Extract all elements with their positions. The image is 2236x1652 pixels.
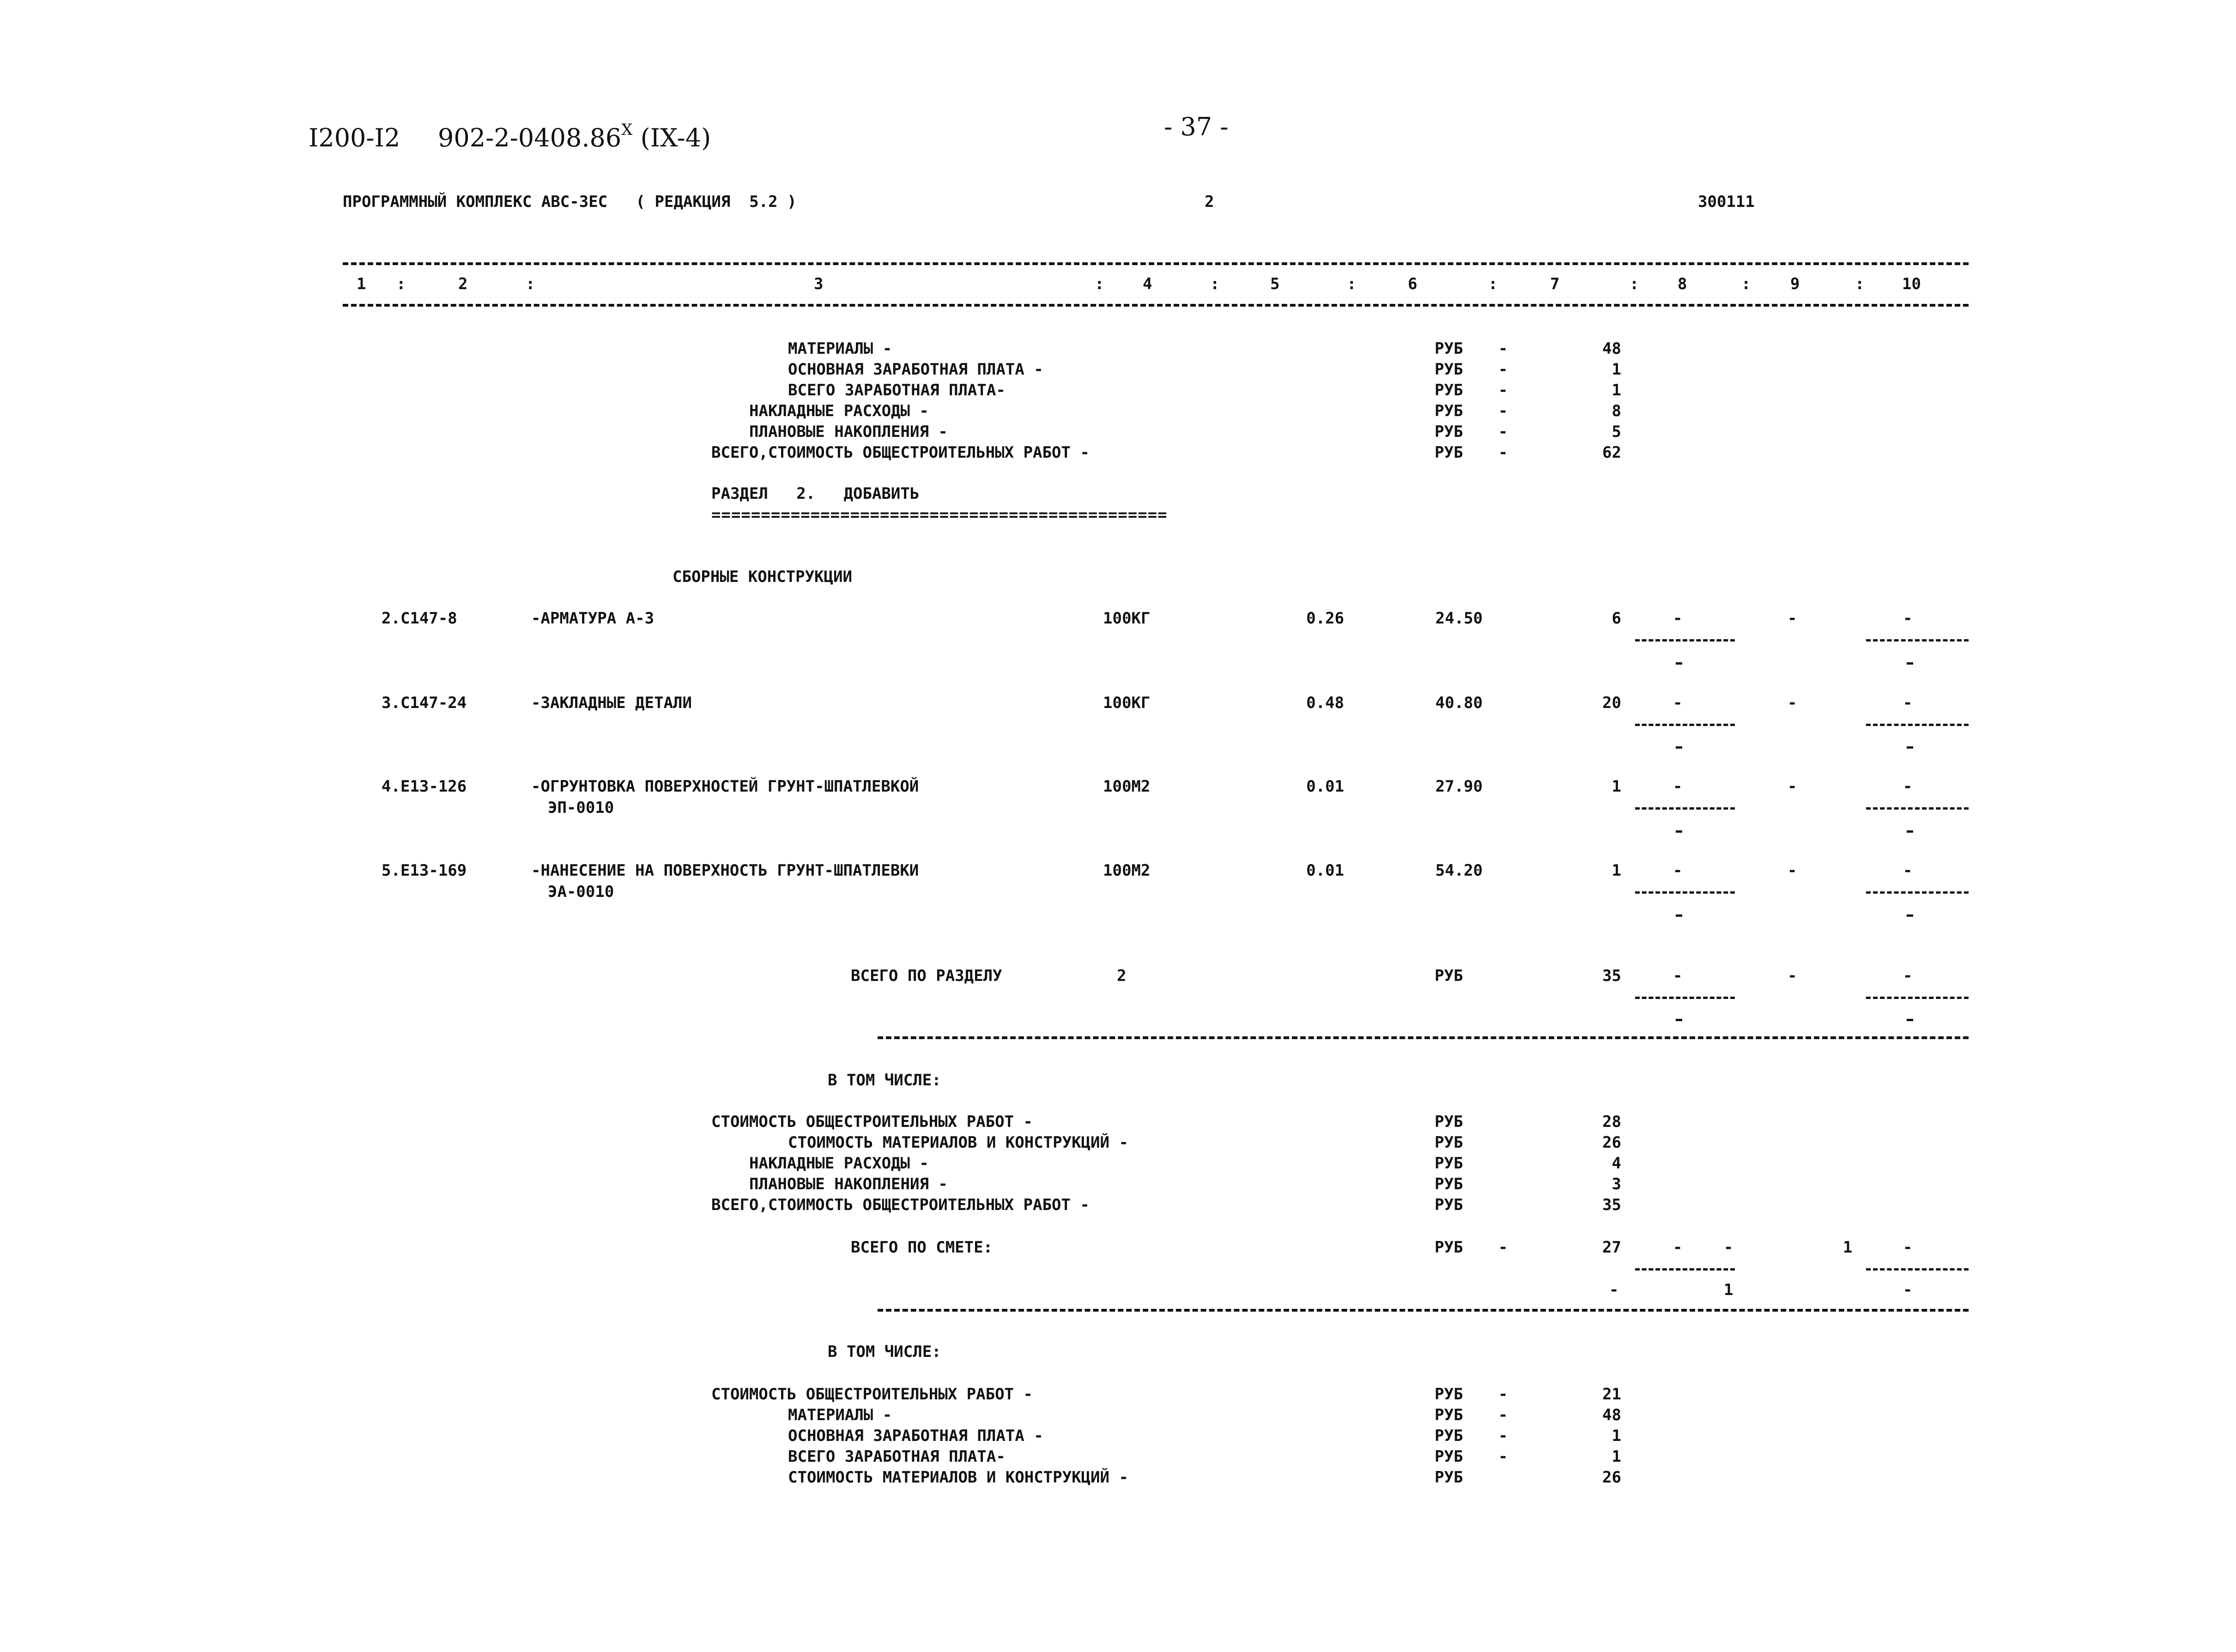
summary-label: ВСЕГО ЗАРАБОТНАЯ ПЛАТА- — [788, 381, 1006, 399]
estimate-breakdown-value: 1 — [1612, 1427, 1621, 1445]
summary-label: ВСЕГО,СТОИМОСТЬ ОБЩЕСТРОИТЕЛЬНЫХ РАБОТ - — [711, 443, 1090, 462]
breakdown-label: ВСЕГО,СТОИМОСТЬ ОБЩЕСТРОИТЕЛЬНЫХ РАБОТ - — [711, 1196, 1090, 1214]
item-unit: 100КГ — [1103, 694, 1151, 712]
header-rule-bottom — [343, 304, 1969, 307]
col-sep: : — [1347, 275, 1357, 293]
summary-value: 5 — [1612, 423, 1621, 441]
section-total-unit: РУБ — [1435, 967, 1463, 985]
item-col8: - — [1673, 694, 1683, 712]
estimate-total-col10: - — [1903, 1238, 1913, 1257]
col-sep: : — [526, 275, 535, 293]
summary-value: 1 — [1612, 360, 1621, 379]
item-col8-rule — [1635, 724, 1735, 726]
estimate-breakdown-label: СТОИМОСТЬ ОБЩЕСТРОИТЕЛЬНЫХ РАБОТ - — [711, 1385, 1033, 1404]
estimate-total-col10-rule — [1866, 1268, 1969, 1271]
col-4: 4 — [1143, 275, 1152, 293]
item-qty: 0.01 — [1306, 861, 1344, 880]
estimate-breakdown-value: 26 — [1602, 1468, 1621, 1487]
estimate-total-dash: - — [1498, 1238, 1508, 1257]
col-sep: : — [1095, 275, 1104, 293]
summary-value: 8 — [1612, 402, 1621, 420]
section-total-col8-sub — [1676, 1019, 1682, 1021]
item-code: 3.С147-24 — [382, 694, 467, 712]
estimate-breakdown-dash: - — [1498, 1427, 1508, 1445]
breakdown-unit: РУБ — [1435, 1175, 1463, 1193]
item-code: 5.Е13-169 — [382, 861, 467, 880]
item-name: -НАНЕСЕНИЕ НА ПОВЕРХНОСТЬ ГРУНТ-ШПАТЛЕВКИ — [531, 861, 919, 880]
col-sep: : — [1488, 275, 1498, 293]
summary-unit: РУБ — [1435, 402, 1463, 420]
estimate-breakdown-label: ВСЕГО ЗАРАБОТНАЯ ПЛАТА- — [788, 1447, 1006, 1466]
estimate-total-col8b: - — [1724, 1238, 1733, 1257]
page-number: - 37 - — [1164, 112, 1229, 141]
section-total-col10-rule — [1866, 997, 1969, 999]
header-rule-top — [343, 262, 1969, 265]
item-unit: 100М2 — [1103, 861, 1151, 880]
section-total-col9: - — [1788, 967, 1797, 985]
item-qty: 0.01 — [1306, 777, 1344, 796]
project-code-suffix: (IX-4) — [632, 123, 711, 152]
col-6: 6 — [1408, 275, 1418, 293]
item-col10: - — [1903, 777, 1913, 796]
item-col9: - — [1788, 777, 1797, 796]
item-col10-sub — [1907, 830, 1913, 833]
breakdown-unit: РУБ — [1435, 1113, 1463, 1131]
breakdown-label: СТОИМОСТЬ ОБЩЕСТРОИТЕЛЬНЫХ РАБОТ - — [711, 1113, 1033, 1131]
item-name: -ЗАКЛАДНЫЕ ДЕТАЛИ — [531, 694, 692, 712]
item-col8: - — [1673, 609, 1683, 628]
item-col10-rule — [1866, 891, 1969, 894]
section-total-number: 2 — [1117, 967, 1127, 985]
estimate-breakdown-dash: - — [1498, 1406, 1508, 1424]
estimate-breakdown-unit: РУБ — [1435, 1468, 1463, 1487]
item-price: 27.90 — [1435, 777, 1483, 796]
estimate-total-col8a: - — [1673, 1238, 1683, 1257]
breakdown-value: 26 — [1602, 1133, 1621, 1152]
including-label: В ТОМ ЧИСЛЕ: — [828, 1071, 941, 1089]
breakdown-value: 28 — [1602, 1113, 1621, 1131]
item-qty: 0.48 — [1306, 694, 1344, 712]
estimate-breakdown-unit: РУБ — [1435, 1447, 1463, 1466]
col-sep: : — [396, 275, 406, 293]
group-title: СБОРНЫЕ КОНСТРУКЦИИ — [673, 568, 852, 586]
estimate-total-value: 27 — [1602, 1238, 1621, 1257]
section-total-value: 35 — [1602, 967, 1621, 985]
item-price: 24.50 — [1435, 609, 1483, 628]
summary-dash: - — [1498, 360, 1508, 379]
estimate-breakdown-label: СТОИМОСТЬ МАТЕРИАЛОВ И КОНСТРУКЦИЙ - — [788, 1468, 1128, 1487]
estimate-breakdown-dash: - — [1498, 1385, 1508, 1404]
summary-value: 1 — [1612, 381, 1621, 399]
col-2: 2 — [458, 275, 468, 293]
breakdown-unit: РУБ — [1435, 1154, 1463, 1173]
estimate-total-sub-b: 1 — [1724, 1281, 1733, 1299]
item-name-line2: ЭА-0010 — [548, 883, 614, 901]
summary-dash: - — [1498, 423, 1508, 441]
summary-label: ПЛАНОВЫЕ НАКОПЛЕНИЯ - — [749, 423, 948, 441]
item-col8: - — [1673, 861, 1683, 880]
item-price: 40.80 — [1435, 694, 1483, 712]
item-name: -ОГРУНТОВКА ПОВЕРХНОСТЕЙ ГРУНТ-ШПАТЛЕВКОЙ — [531, 777, 919, 796]
item-col10-sub — [1907, 746, 1913, 749]
summary-unit: РУБ — [1435, 381, 1463, 399]
estimate-total-col8-rule — [1635, 1268, 1735, 1271]
summary-dash: - — [1498, 443, 1508, 462]
section-total-rule — [878, 1036, 1969, 1039]
section-underline: ============================================== — [711, 506, 1168, 524]
item-col9: - — [1788, 609, 1797, 628]
breakdown-value: 35 — [1602, 1196, 1621, 1214]
breakdown-label: ПЛАНОВЫЕ НАКОПЛЕНИЯ - — [749, 1175, 948, 1193]
summary-unit: РУБ — [1435, 360, 1463, 379]
col-sep: : — [1210, 275, 1220, 293]
doc-code: I200-I2 — [309, 123, 400, 152]
item-col10: - — [1903, 861, 1913, 880]
item-col9: - — [1788, 861, 1797, 880]
program-code: 300111 — [1698, 193, 1755, 211]
project-code-sup: X — [621, 121, 633, 139]
section-total-col8-rule — [1635, 997, 1735, 999]
estimate-total-unit: РУБ — [1435, 1238, 1463, 1257]
item-col10-rule — [1866, 807, 1969, 810]
item-col8-sub — [1676, 746, 1682, 749]
item-col10-rule — [1866, 724, 1969, 726]
estimate-total-rule — [878, 1309, 1969, 1312]
item-name: -АРМАТУРА А-3 — [531, 609, 654, 628]
item-price: 54.20 — [1435, 861, 1483, 880]
project-code — [438, 121, 711, 152]
summary-value: 62 — [1602, 443, 1621, 462]
col-sep: : — [1630, 275, 1639, 293]
item-code: 2.С147-8 — [382, 609, 457, 628]
item-col10-sub — [1907, 662, 1913, 665]
estimate-breakdown-unit: РУБ — [1435, 1427, 1463, 1445]
breakdown-label: НАКЛАДНЫЕ РАСХОДЫ - — [749, 1154, 929, 1173]
program-title: ПРОГРАММНЫЙ КОМПЛЕКС АВС-ЗЕС ( РЕДАКЦИЯ 5.2 ) — [343, 193, 797, 211]
item-col8-rule — [1635, 639, 1735, 641]
section-total-col10-sub — [1907, 1019, 1913, 1021]
summary-dash: - — [1498, 339, 1508, 358]
section-total-col10: - — [1903, 967, 1913, 985]
col-1: 1 — [357, 275, 366, 293]
col-9: 9 — [1790, 275, 1800, 293]
section-total-label: ВСЕГО ПО РАЗДЕЛУ — [851, 967, 1002, 985]
breakdown-unit: РУБ — [1435, 1196, 1463, 1214]
item-name-line2: ЭП-0010 — [548, 799, 614, 817]
section-title: РАЗДЕЛ 2. ДОБАВИТЬ — [711, 484, 920, 503]
item-col9: - — [1788, 694, 1797, 712]
breakdown-label: СТОИМОСТЬ МАТЕРИАЛОВ И КОНСТРУКЦИЙ - — [788, 1133, 1128, 1152]
item-total: 6 — [1612, 609, 1621, 628]
estimate-total-sub-c: - — [1903, 1281, 1913, 1299]
item-unit: 100М2 — [1103, 777, 1151, 796]
summary-label: ОСНОВНАЯ ЗАРАБОТНАЯ ПЛАТА - — [788, 360, 1043, 379]
item-code: 4.Е13-126 — [382, 777, 467, 796]
estimate-total-col9: 1 — [1843, 1238, 1853, 1257]
col-3: 3 — [814, 275, 824, 293]
estimate-total-sub-a: - — [1609, 1281, 1619, 1299]
item-col8-rule — [1635, 807, 1735, 810]
summary-unit: РУБ — [1435, 443, 1463, 462]
item-col8-sub — [1676, 914, 1682, 917]
col-sep: : — [1741, 275, 1751, 293]
summary-dash: - — [1498, 402, 1508, 420]
item-col8: - — [1673, 777, 1683, 796]
estimate-breakdown-label: ОСНОВНАЯ ЗАРАБОТНАЯ ПЛАТА - — [788, 1427, 1043, 1445]
estimate-breakdown-unit: РУБ — [1435, 1385, 1463, 1404]
summary-value: 48 — [1602, 339, 1621, 358]
estimate-breakdown-value: 21 — [1602, 1385, 1621, 1404]
item-col10: - — [1903, 694, 1913, 712]
summary-unit: РУБ — [1435, 339, 1463, 358]
project-code-main: 902-2-0408.86 — [438, 123, 622, 152]
item-unit: 100КГ — [1103, 609, 1151, 628]
item-col10-rule — [1866, 639, 1969, 641]
item-col8-sub — [1676, 830, 1682, 833]
estimate-breakdown-unit: РУБ — [1435, 1406, 1463, 1424]
item-total: 20 — [1602, 694, 1621, 712]
col-10: 10 — [1902, 275, 1921, 293]
breakdown-value: 4 — [1612, 1154, 1621, 1173]
estimate-breakdown-value: 48 — [1602, 1406, 1621, 1424]
summary-unit: РУБ — [1435, 423, 1463, 441]
summary-dash: - — [1498, 381, 1508, 399]
item-qty: 0.26 — [1306, 609, 1344, 628]
col-sep: : — [1855, 275, 1865, 293]
estimate-breakdown-label: МАТЕРИАЛЫ - — [788, 1406, 892, 1424]
section-total-col8: - — [1673, 967, 1683, 985]
breakdown-unit: РУБ — [1435, 1133, 1463, 1152]
col-8: 8 — [1678, 275, 1687, 293]
item-col8-rule — [1635, 891, 1735, 894]
item-col8-sub — [1676, 662, 1682, 665]
including-label-2: В ТОМ ЧИСЛЕ: — [828, 1343, 941, 1361]
estimate-breakdown-value: 1 — [1612, 1447, 1621, 1466]
sheet-number: 2 — [1205, 193, 1214, 211]
item-total: 1 — [1612, 777, 1621, 796]
summary-label: МАТЕРИАЛЫ - — [788, 339, 892, 358]
item-col10: - — [1903, 609, 1913, 628]
item-total: 1 — [1612, 861, 1621, 880]
col-5: 5 — [1270, 275, 1280, 293]
breakdown-value: 3 — [1612, 1175, 1621, 1193]
col-7: 7 — [1550, 275, 1560, 293]
estimate-breakdown-dash: - — [1498, 1447, 1508, 1466]
summary-label: НАКЛАДНЫЕ РАСХОДЫ - — [749, 402, 929, 420]
item-col10-sub — [1907, 914, 1913, 917]
estimate-total-label: ВСЕГО ПО СМЕТЕ: — [851, 1238, 993, 1257]
